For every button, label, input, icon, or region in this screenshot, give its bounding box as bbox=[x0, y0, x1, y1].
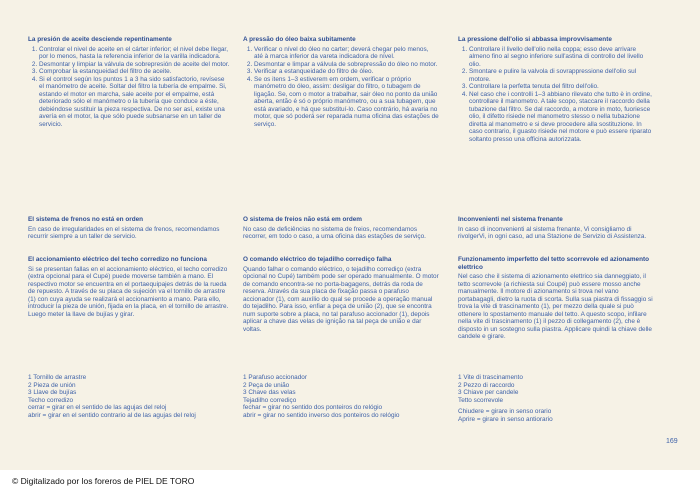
legend-item: 1 Parafuso accionador bbox=[243, 374, 307, 381]
list-item: 2. Desmontar y limpiar la válvula de sobrepresión de aceite del motor. bbox=[39, 61, 230, 69]
numbered-list bbox=[28, 46, 230, 129]
list-item: 1. Controlar el nivel de aceite en el cárter inferior; el nivel debe llegar, por lo menos, hasta la referencia inferior de la varilla indicadora. bbox=[39, 46, 230, 61]
list-item: 3. Comprobar la estanqueidad del filtro de aceite. bbox=[39, 68, 230, 76]
section-heading: La presión de aceite desciende repentinamente bbox=[28, 36, 172, 43]
section-heading: El accionamiento eléctrico del techo corredizo no funciona bbox=[28, 256, 207, 263]
legend-item: 2 Peça de união bbox=[243, 381, 290, 389]
page-number: 169 bbox=[666, 438, 678, 445]
section-sunroof bbox=[243, 256, 439, 333]
numbered-list bbox=[458, 46, 656, 144]
section-heading: O comando eléctrico do tejadilho corrediço falha bbox=[243, 256, 392, 263]
legend bbox=[28, 374, 230, 419]
list-item: 4. Nel caso che i controlli 1–3 abbiano rilevato che tutto è in ordine, controllare il manometro. A tale scopo, staccare il raccordo della tubazione dal filtro. Se dal raccordo, a motore in moto, fuoriesce olio, il difetto risiede nel manometro stesso o nella tubazione diretta al manometro e si deve procedere alla sostituzione. In caso contrario, il guasto risiede nel motore e può essere riparato soltanto presso una officina autorizzata. bbox=[469, 91, 656, 144]
section-brakes bbox=[243, 216, 439, 241]
paragraph: En caso de irregularidades en el sistema de frenos, recomendamos recurrir siempre a un taller de servicio. bbox=[28, 225, 220, 240]
legend-item: Techo corredizo bbox=[28, 396, 74, 404]
section-heading: A pressão do óleo baixa subitamente bbox=[243, 36, 356, 43]
section-oil-pressure bbox=[28, 36, 230, 128]
paragraph: Nel caso che il sistema di azionamento elettrico sia danneggiato, il tetto scorrevole (a richiesta sui Coupé) può essere mosso anche manualmente. Il motore di azionamento si trova nel vano portabagagli, dietro la ruota di scorta. Sulla sua piastra di fissaggio si trova la vite di trascinamento (1), per mezzo della quale si può ottenere lo spostamento manuale del tetto. A questo scopo, infilare nella vite di trascinamento (1) il pezzo di collegamento (2), che è disposto in un sostegno sulla piastra. Applicare quindi la chiave delle candele e girare. bbox=[458, 273, 653, 340]
list-item: 4. Se os itens 1–3 estiverem em ordem, verificar o próprio manómetro do óleo, assim: desligar do filtro, o tubagem de ligação. Se, com o motor a trabalhar, sair óleo no ponto da união aberta, então é só o próprio manómetro, ou a sua tubagem, que está avariado, e há que substituí-lo. Caso contrário, há avaria no motor, que só poderá ser reparada numa oficina das estações de serviço. bbox=[254, 76, 439, 129]
section-sunroof bbox=[458, 256, 656, 341]
list-item: 2. Desmontar e limpar a válvula de sobrepressão do óleo no motor. bbox=[254, 61, 439, 69]
legend bbox=[458, 374, 656, 423]
section-heading: Funzionamento imperfetto del tetto scorrevole ed azionamento elettrico bbox=[458, 256, 650, 271]
paragraph: In caso di inconvenienti al sistema frenante, Vi consigliamo di rivolgerVi, in ogni caso, ad una Stazione de Servizio di Assistenza. bbox=[458, 225, 647, 240]
paragraph: Si se presentan fallas en el accionamiento eléctrico, el techo corredizo (extra opcional para el Cupé) puede moverse también a mano. El respectivo motor se encuentra en el portaequipajes detrás de la rueda de repuesto. A través de su placa de sujeción va el tornillo de arrastre (1) con cuya ayuda se realizará el accionamiento a mano. Para ello, introducir la pieza de unión, fijada en la placa, en el tornillo de arrastre. Luego meter la llave de bujías y girar. bbox=[28, 265, 229, 318]
legend-item: Aprire = girare in senso antiorario bbox=[458, 415, 553, 423]
list-item: 1. Verificar o nível do óleo no carter; deverá chegar pelo menos, até à marca inferior da vareta indicadora de nível. bbox=[254, 46, 439, 61]
legend-item: 2 Pezzo di raccordo bbox=[458, 381, 515, 389]
list-item: 1. Controllare il livello dell'olio nella coppa; esso deve arrivare almeno fino al segno inferiore sull'astina di controllo del livello olio. bbox=[469, 46, 656, 69]
section-heading: La pressione dell'olio si abbassa improvvisamente bbox=[458, 36, 612, 43]
list-item: 4. Si el control según los puntos 1 a 3 ha sido satisfactorio, revísese el manómetro de aceite. Soltar del filtro la tubería de empalme. Si, estando el motor en marcha, sale aceite por el empalme, está deteriorado sólo el manómetro o la tubería que conduce a éste, debiéndose sustituir la pieza respectiva. De no ser así, existe una avería en el motor, la que sólo puede subsanarse en un taller de servicio. bbox=[39, 76, 230, 129]
legend-item: Tetto scorrevole bbox=[458, 396, 504, 404]
section-oil-pressure bbox=[458, 36, 656, 143]
paragraph: No caso de deficiências no sistema de freios, recomendamos recorrer, em todo o caso, a uma oficina das estações de serviço. bbox=[243, 225, 426, 240]
list-item: 3. Controllare la perfetta tenuta del filtro dell'olio. bbox=[469, 83, 656, 91]
section-heading: El sistema de frenos no está en orden bbox=[28, 216, 144, 223]
scan-credit: © Digitalizado por los foreros de PIEL DE TORO bbox=[12, 476, 195, 486]
legend-item: 2 Pieza de unión bbox=[28, 381, 76, 389]
legend-item: cerrar = girar en el sentido de las agujas del reloj bbox=[28, 404, 167, 411]
legend-item: 3 Chiave per candele bbox=[458, 389, 519, 396]
legend-item: fechar = girar no sentido dos ponteiros do relógio bbox=[243, 404, 383, 411]
legend-item: Tejadilho corrediço bbox=[243, 396, 297, 404]
list-item: 2. Smontare e pulire la valvola di sovrappressione dell'olio sul motore. bbox=[469, 68, 656, 83]
section-heading: Inconvenienti nel sistema frenante bbox=[458, 216, 563, 223]
legend bbox=[243, 374, 439, 419]
section-heading: O sistema de freios não está em ordem bbox=[243, 216, 362, 223]
legend-item: Chiudere = girare in senso orario bbox=[458, 408, 552, 415]
section-sunroof bbox=[28, 256, 230, 318]
numbered-list bbox=[243, 46, 439, 129]
legend-item: 1 Vite di trascinamento bbox=[458, 374, 523, 381]
section-brakes bbox=[458, 216, 656, 241]
legend-item: abrir = girar no sentido inverso dos ponteiros do relógio bbox=[243, 411, 400, 419]
legend-item: abrir = girar en el sentido contrario al de las agujas del reloj bbox=[28, 411, 196, 419]
legend-item: 3 Llave de bujías bbox=[28, 389, 77, 396]
legend-item: 1 Tornillo de arrastre bbox=[28, 374, 87, 381]
paragraph: Quando falhar o comando eléctrico, o tejadilho corrediço (extra opcional no Cupé) também pode ser operado manualmente. O motor de comando encontra-se no porta-bagagens, detrás da roda de reserva. Através da sua placa de fixação passa o parafuso accionador (1), com auxílio do qual se procede a operação manual do tejadilho. Para isso, enfiar a peça de união (2), que se encontra num suporte sobre a placa, no tal parafuso accionador (1), depois aplicar a chave das velas de ignição na tal peça de união e dar voltas. bbox=[243, 265, 439, 333]
section-brakes bbox=[28, 216, 230, 241]
list-item: 3. Verificar a estanqueidade do filtro de óleo. bbox=[254, 68, 439, 76]
legend-item: 3 Chave das velas bbox=[243, 389, 296, 396]
section-oil-pressure bbox=[243, 36, 439, 128]
